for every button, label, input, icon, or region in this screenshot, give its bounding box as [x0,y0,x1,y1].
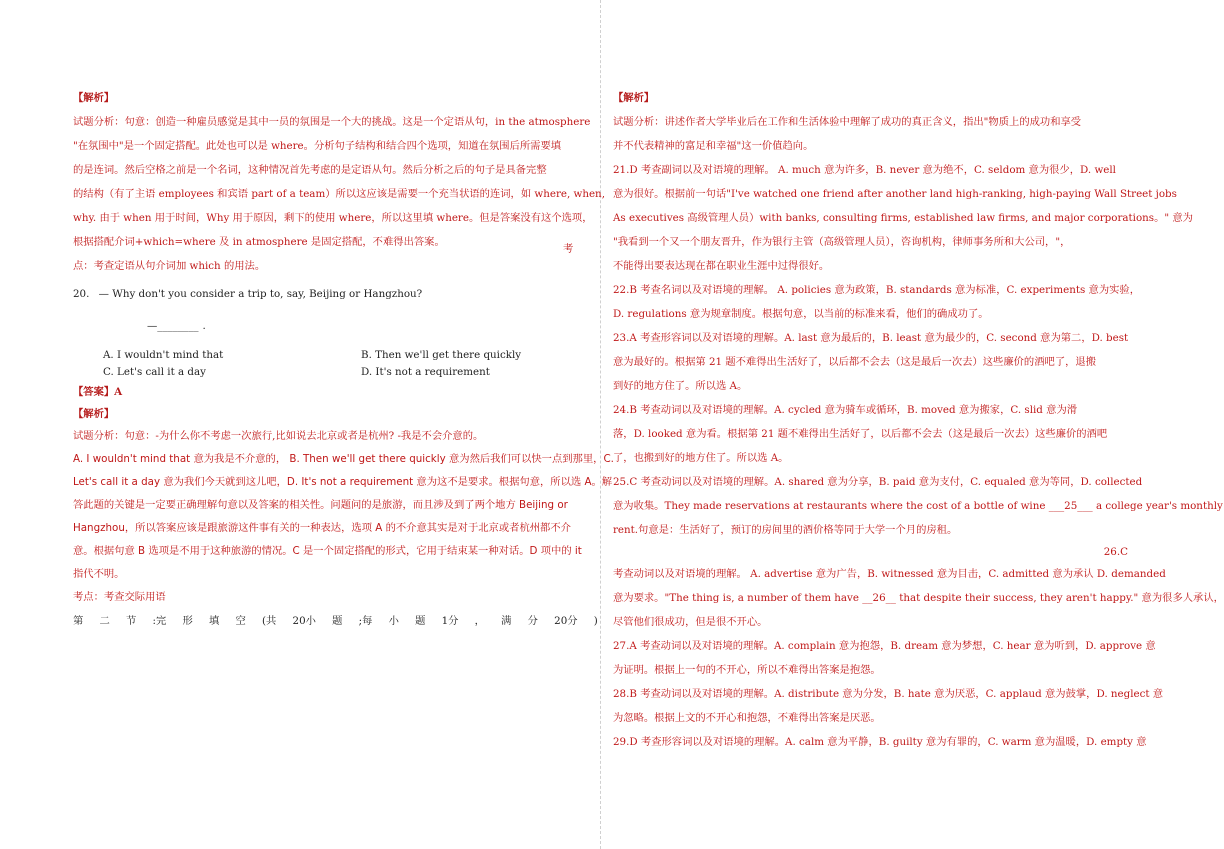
option-c: C. Let's call it a day [103,365,206,378]
text-line: 答此题的关键是一定要正确理解句意以及答案的相关性。问题问的是旅游，而且涉及到了两个地方 Beijing or [73,498,568,511]
section-char: 空 [235,614,246,627]
section-char: 小 [388,614,399,627]
section-char: 题 [415,614,426,627]
text-line: Hangzhou，所以答案应该是跟旅游这件事有关的一种表达，选项 A 的不介意其实是对于北京或者杭州都不介 [73,521,571,534]
knowledge-point: 考点：考查交际用语 [73,590,166,603]
text-line: 意为最好的。根据第 21 题不难得出生活好了，以后都不会去（这是最后一次去）这些廉价的酒吧了，退搬 [613,356,1097,368]
text-line: As executives 高级管理人员）with banks, consulting firms, established law firms, and major corporations。" 意为 [613,212,1193,224]
section-char: 20小 [292,614,316,627]
text-line: 根据搭配介词+which=where 及 in atmosphere 是固定搭配，不难得出答案。 [73,236,445,248]
text-line: 试题分析：句意：-为什么你不考虑一次旅行,比如说去北京或者是杭州? -我是不会介意的。 [73,429,484,442]
text-line: 考查动词以及对语境的理解。 A. advertise 意为广告，B. witnessed 意为目击，C. admitted 意为承认 D. demanded [613,568,1166,580]
right-column [613,86,1224,754]
question-26-label: 26.C [1103,546,1128,558]
blank-tail: . [202,320,206,333]
analysis-paragraph-19 [73,110,605,278]
section-char: 填 [208,614,220,627]
section-char: ;每 [358,614,373,627]
knowledge-point: 点：考查定语从句介词加 which 的用法。 [73,260,266,272]
text-line: 为证明。根据上一句的不开心，所以不难得出答案是抱怨。 [613,664,881,676]
section-char: 满 [501,614,512,627]
text-line: 的结构（有了主语 employees 和宾语 part of a team）所以这应该是需要一个充当状语的连词，如 where, when, [73,188,605,200]
section-char: 二 [99,614,110,627]
text-line: 意为很好。根据前一句话"I've watched one friend after another land high-ranking, high-paying Wall Street jobs [613,188,1177,200]
text-line: 并不代表精神的富足和幸福"这一价值趋向。 [613,140,814,152]
text-line: rent.句意是：生活好了，预订的房间里的酒价格等同于大学一个月的房租。 [613,524,958,536]
option-a: A. I wouldn't mind that [103,348,224,361]
option-d: D. It's not a requirement [361,365,490,378]
section-char: ， [474,614,485,627]
section-char: ) [593,614,598,627]
text-line: 28.B 考查动词以及对语境的理解。A. distribute 意为分发，B. hate 意为厌恶，C. applaud 意为鼓掌，D. neglect 意 [613,688,1164,700]
section-char: 1分 [441,614,459,627]
text-line: 了，也搬到好的地方住了。所以选 A。 [613,452,789,464]
text-line: 21.D 考查副词以及对语境的理解。 A. much 意为许多，B. never 意为绝不，C. seldom 意为很少，D. well [613,164,1116,176]
section-heading [73,609,598,633]
text-line: 指代不明。 [73,567,125,580]
text-line: 不能得出要表达现在都在职业生涯中过得很好。 [613,260,830,272]
text-line: 27.A 考查动词以及对语境的理解。A. complain 意为抱怨，B. dream 意为梦想，C. hear 意为听到，D. approve 意 [613,640,1156,652]
text-line: Let's call it a day 意为我们今天就到这儿吧，D. It's not a requirement 意为这不是要求。根据句意，所以选 A。解 [73,475,613,488]
section-char: 第 [73,614,84,627]
text-line: why. 由于 when 用于时间，Why 用于原因，剩下的使用 where，所以这里填 where。但是答案没有这个选项， [73,212,593,224]
answer-label: 【答案】A [73,385,123,398]
text-line: D. regulations 意为规章制度。根据句意，以当前的标准来看，他们的确成功了。 [613,308,989,320]
section-char: :完 [152,614,167,627]
text-line: 为忽略。根据上文的不开心和抱怨，不难得出答案是厌恶。 [613,712,881,724]
text-line: 尽管他们很成功，但是很不开心。 [613,616,768,628]
left-column [73,86,614,633]
text-line: 试题分析：句意：创造一种雇员感觉是其中一员的氛围是一个大的挑战。这是一个定语从句，in the atmosphere [73,116,591,128]
analysis-label: 【解析】 [613,92,655,104]
section-char: 20分 [554,614,578,627]
text-line: "我看到一个又一个朋友晋升，作为银行主管（高级管理人员），咨询机构，律师事务所和大公司，"， [613,236,1071,248]
section-char: (共 [261,614,277,627]
answer-blank [73,316,598,336]
analysis-label: 【解析】 [73,92,115,104]
text-line: 29.D 考查形容词以及对语境的理解。A. calm 意为平静，B. guilty 意为有罪的，C. warm 意为温暖，D. empty 意 [613,736,1147,748]
cloze-analysis-continued [613,562,1224,754]
text-line: 23.A 考查形容词以及对语境的理解。A. last 意为最后的，B. least 意为最少的，C. second 意为第二，D. best [613,332,1129,344]
section-char: 节 [126,614,137,627]
text-line: 意。根据句意 B 选项是不用于这种旅游的情况。C 是一个固定搭配的形式，它用于结束某一种对话。D 项中的 it [73,544,582,557]
text-line: 意为收集。They made reservations at restaurants where the cost of a bottle of wine ___25___ a college year's monthly [613,500,1223,512]
analysis-paragraph-20 [73,425,614,609]
cloze-analysis [613,110,1223,542]
question-20 [73,282,598,381]
section-char: 形 [182,614,193,627]
option-b: B. Then we'll get there quickly [361,348,522,361]
text-line: 22.B 考查名词以及对语境的理解。 A. policies 意为政策，B. standards 意为标准，C. experiments 意为实验， [613,284,1141,296]
question-prompt [73,282,598,306]
text-line: "在氛围中"是一个固定搭配。此处也可以是 where。分析句子结构和结合四个选项，知道在氛围后所需要填 [73,140,562,152]
text-line: 意为要求。"The thing is, a number of them have __26__ that despite their success, they aren't happy." 意为很多人承认， [613,592,1224,604]
text-line: A. I wouldn't mind that 意为我是不介意的， B. Then we'll get there quickly 意为然后我们可以快一点到那里，C. [73,452,614,465]
blank-line: ________ [157,320,199,333]
text-line: 试题分析：讲述作者大学毕业后在工作和生活体验中理解了成功的真正含义，指出"物质上的成功和享受 [613,116,1082,128]
question-number: 20. [73,288,90,300]
text-line: 24.B 考查动词以及对语境的理解。A. cycled 意为骑车或循环，B. moved 意为搬家，C. slid 意为滑 [613,404,1078,416]
knowledge-point-head: 考 [563,243,574,255]
text-line: 到好的地方住了。所以选 A。 [613,380,748,392]
text-line: 落，D. looked 意为看。根据第 21 题不难得出生活好了，以后都不会去（这是最后一次去）这些廉价的酒吧 [613,428,1108,440]
text-line: 25.C 考查动词以及对语境的理解。A. shared 意为分享，B. paid 意为支付，C. equaled 意为等同，D. collected [613,476,1143,488]
dash: — [147,320,158,333]
text-line: 的是连词。然后空格之前是一个名词，这种情况首先考虑的是定语从句。然后分析之后的句子是具备完整 [73,164,547,176]
question-text: — Why don't you consider a trip to, say, Beijing or Hangzhou? [98,288,423,300]
section-char: 题 [332,614,343,627]
options [73,347,598,381]
analysis-label-2: 【解析】 [73,407,115,420]
section-char: 分 [527,614,538,627]
